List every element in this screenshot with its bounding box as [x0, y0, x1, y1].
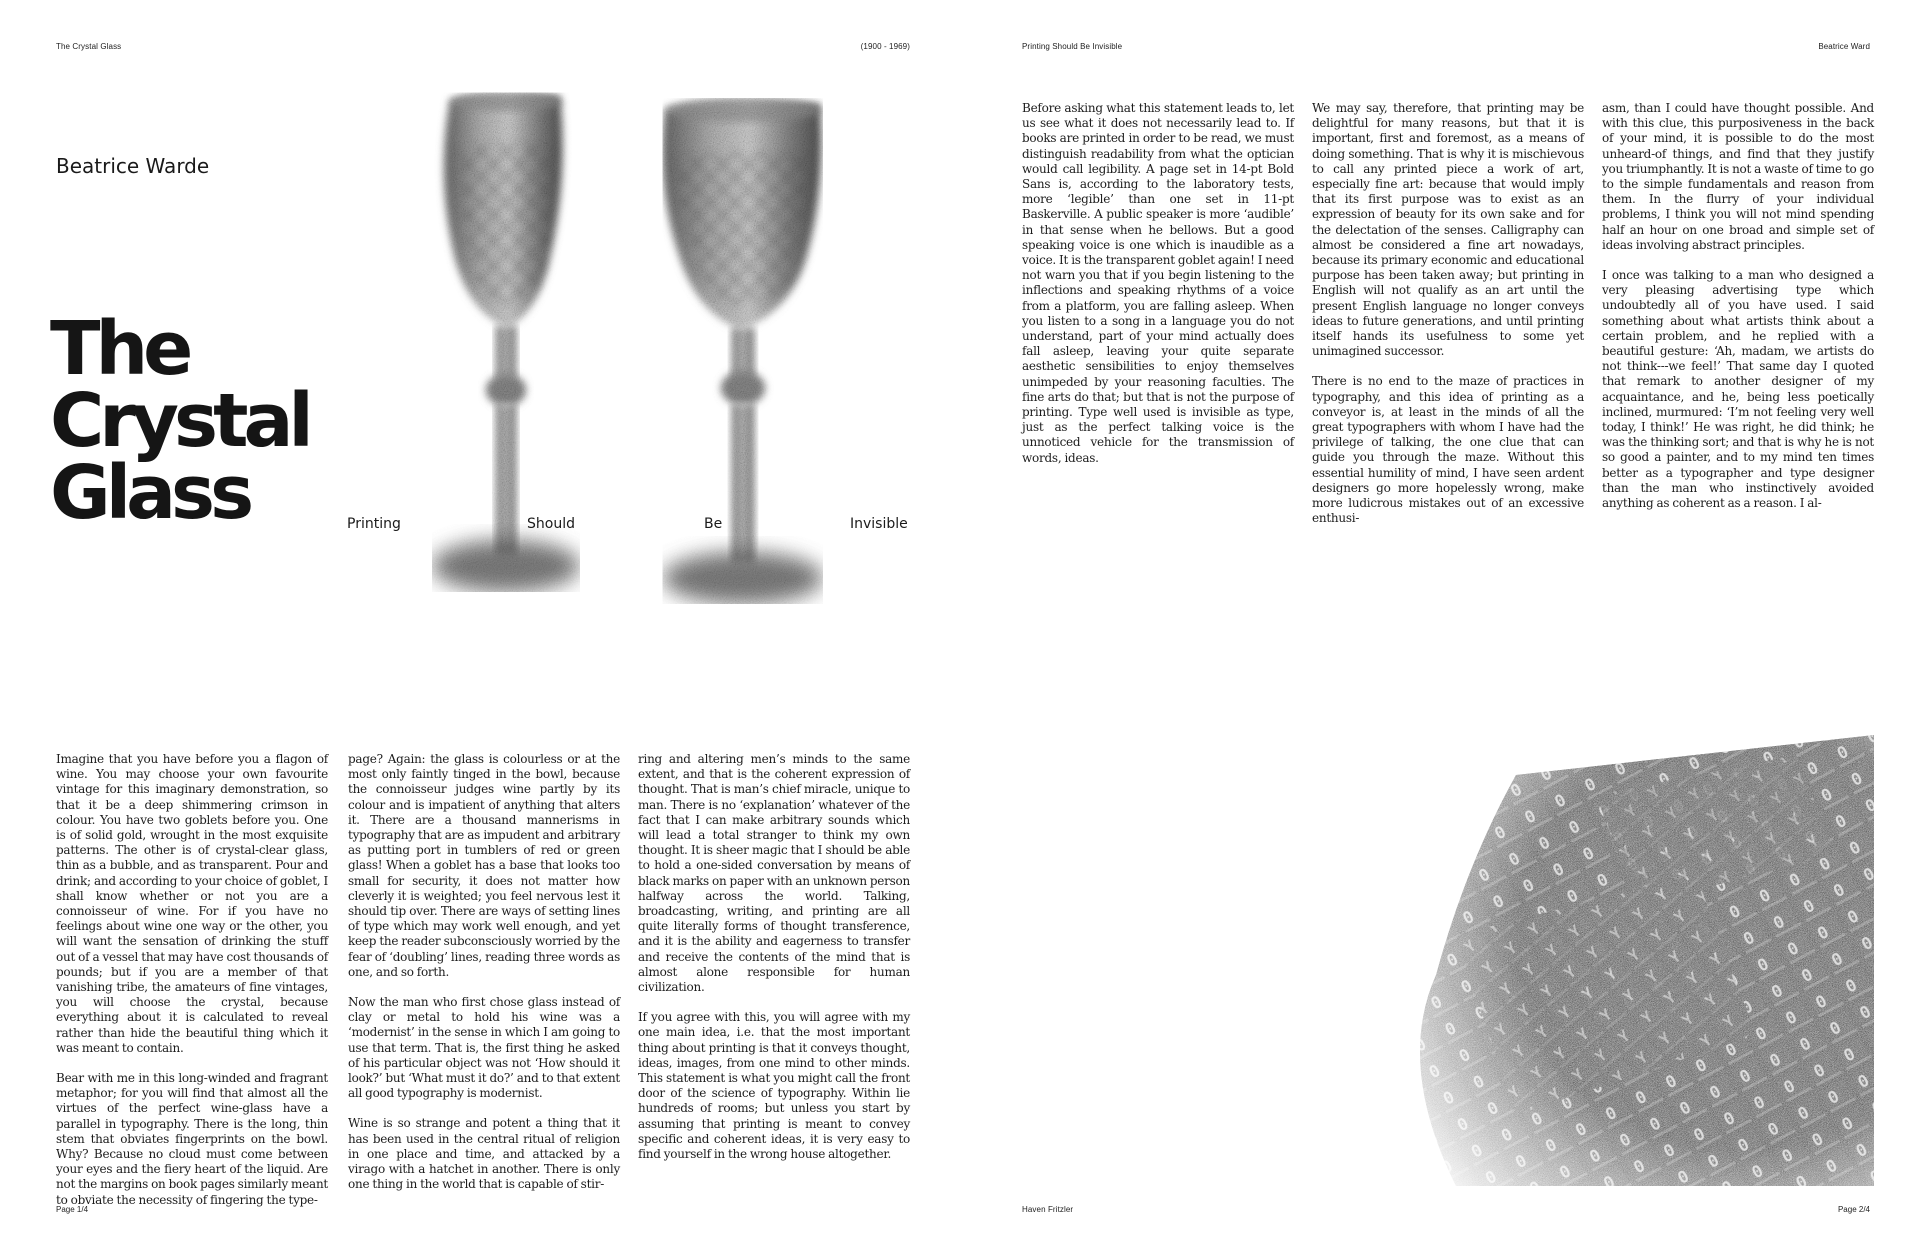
body-column	[56, 752, 328, 1223]
body-column	[1022, 101, 1294, 481]
body-column	[348, 752, 620, 1207]
running-title: The Crystal Glass	[56, 42, 122, 51]
paragraph: asm, than I could have thought possible. And with this clue, this purposiveness in the back of your mind, it is possible to do the most unheard-of things, and find that they justify you triumphantly. It is not a waste of time to go to the simple fundamentals and reason from them. In the flurry of your individual problems, I think you will not mind spending half an hour on one broad and simple set of ideas involving abstract principles.	[1602, 101, 1874, 252]
page-number: Page 2/4	[1837, 1205, 1870, 1214]
running-author: Beatrice Ward	[1818, 42, 1870, 51]
author-name: Beatrice Warde	[56, 154, 210, 178]
paragraph: If you agree with this, you will agree with my one main idea, i.e. that the most important thing about printing is that it conveys thought, ideas, images, from one mind to other minds. This statement is what you might call the front door of the science of typography. Within lie hundreds of rooms; but unless you start by assuming that printing is meant to convey specific and coherent ideas, it is very easy to find yourself in the wrong house altogether.	[638, 1010, 910, 1162]
title-line: Crystal	[50, 377, 309, 464]
paragraph: Now the man who first chose glass instead of clay or metal to hold his wine was a ‘modernist’ in the sense in which I am going to use that term. That is, the first thing he asked of his particular object was not ‘How should it look?’ but ‘What must it do?’ and to that extent all good typography is modernist.	[348, 995, 620, 1101]
body-column	[638, 752, 910, 1177]
paragraph: Before asking what this statement leads to, let us see what it does not necessarily lead to. If books are printed in order to be read, we must distinguish readability from what the optician would call legibility. A page set in 14-pt Bold Sans is, according to the laboratory tests, more ‘legible’ than one set in 11-pt Baskerville. A public speaker is more ‘audible’ in that sense when he bellows. But a good speaking voice is one which is inaudible as a voice. It is the transparent goblet again! I need not warn you that if you begin listening to the inflections and speaking rhythms of a voice from a platform, you are falling asleep. When you listen to a song in a language you do not understand, part of your mind actually does fall asleep, leaving your quite separate aesthetic sensibilities to enjoy themselves unimpeded by your reasoning faculties. The fine arts do that; but that is not the purpose of printing. Type well used is invisible as type, just as the perfect talking voice is the unnoticed vehicle for the transmission of words, ideas.	[1022, 101, 1294, 465]
title-line: The	[50, 306, 189, 392]
paragraph: There is no end to the maze of practices in typography, and this idea of printing as a conveyor is, at least in the minds of all the great typographers with whom I have had the privilege of talking, the one clue that can guide you through the maze. Without this essential humility of mind, I have seen ardent designers go more hopelessly wrong, make more ludicrous mistakes out of an excessive enthusi-	[1312, 374, 1584, 526]
running-years: (1900 - 1969)	[860, 42, 910, 51]
subtitle-word: Invisible	[850, 516, 908, 532]
metal-type-photo	[1396, 735, 1874, 1186]
paragraph: Wine is so strange and potent a thing that it has been used in the central ritual of religion in one place and time, and attacked by a virago with a hatchet in another. There is only one thing in the world that is capable of stir-	[348, 1116, 620, 1192]
crystal-glasses-photo	[430, 88, 870, 628]
body-column	[1312, 101, 1584, 541]
subtitle-word: Be	[704, 516, 723, 532]
title-line: Glass	[50, 449, 250, 536]
page-title	[50, 306, 309, 536]
body-column	[1602, 101, 1874, 526]
subtitle-word: Should	[527, 516, 575, 532]
footer-name: Haven Fritzler	[1022, 1205, 1074, 1214]
paragraph: page? Again: the glass is colourless or at the most only faintly tinged in the bowl, because the connoisseur judges wine partly by its colour and is impatient of anything that alters it. There are a thousand mannerisms in typography that are as impudent and arbitrary as putting port in tumblers of red or green glass! When a goblet has a base that looks too small for security, it does not matter how cleverly it is weighted; you feel nervous lest it should tip over. There are ways of setting lines of type which may work well enough, and yet keep the reader subconsciously worried by the fear of ‘doubling’ lines, reading three words as one, and so forth.	[348, 752, 620, 979]
paragraph: We may say, therefore, that printing may be delightful for many reasons, but that it is important, first and foremost, as a means of doing something. That is why it is mischievous to call any printed piece a work of art, especially fine art: because that would imply that its first purpose was to exist as an expression of beauty for its own sake and for the delectation of the senses. Calligraphy can almost be considered a fine art nowadays, because its primary economic and educational purpose has been taken away; but printing in English will not qualify as an art until the present English language no longer conveys ideas to future generations, and until printing itself hands its usefulness to some yet unimagined successor.	[1312, 101, 1584, 359]
paragraph: ring and altering men’s minds to the same extent, and that is the coherent expression of thought. That is man’s chief miracle, unique to man. There is no ‘explanation’ whatever of the fact that I can make arbitrary sounds which will lead a total stranger to think my own thought. It is sheer magic that I should be able to hold a one-sided conversation by means of black marks on paper with an unknown person halfway across the world. Talking, broadcasting, writing, and printing are all quite literally forms of thought transference, and it is the ability and eagerness to transfer and receive the contents of the mind that is almost alone responsible for human civilization.	[638, 752, 910, 995]
right-goblet	[663, 98, 823, 604]
running-title: Printing Should Be Invisible	[1022, 42, 1123, 51]
paragraph: I once was talking to a man who designed a very pleasing advertising type which undoubtedly all of you have used. I said something about what artists think about a certain problem, and he replied with a beautiful gesture: ‘Ah, madam, we artists do not think---we feel!’ That same day I quoted that remark to another designer of my acquaintance, and he, being less poetically inclined, murmured: ‘I’m not feeling very well today, I think!’ He was right, he did think; he was the thinking sort; and that is why he is not so good a painter, and to my mind ten times better as a typographer and type designer than the man who instinctively avoided anything as coherent as a reason. I al-	[1602, 268, 1874, 511]
subtitle-word: Printing	[347, 516, 401, 532]
paragraph: Bear with me in this long-winded and fragrant metaphor; for you will find that almost all the virtues of the perfect wine-glass have a parallel in typography. There is the long, thin stem that obviates fingerprints on the bowl. Why? Because no cloud must come between your eyes and the fiery heart of the liquid. Are not the margins on book pages similarly meant to obviate the necessity of fingering the type-	[56, 1071, 328, 1207]
paragraph: Imagine that you have before you a flagon of wine. You may choose your own favourite vintage for this imaginary demonstration, so that it be a deep shimmering crimson in colour. You have two goblets before you. One is of solid gold, wrought in the most exquisite patterns. The other is of crystal-clear glass, thin as a bubble, and as transparent. Pour and drink; and according to your choice of goblet, I shall know whether or not you are a connoisseur of wine. For if you have no feelings about wine one way or the other, you will want the sensation of drinking the stuff out of a vessel that may have cost thousands of pounds; but if you are a member of that vanishing tribe, the amateurs of fine vintages, you will choose the crystal, because everything about it is calculated to reveal rather than hide the beautiful thing which it was meant to contain.	[56, 752, 328, 1055]
page-number: Page 1/4	[56, 1205, 89, 1214]
